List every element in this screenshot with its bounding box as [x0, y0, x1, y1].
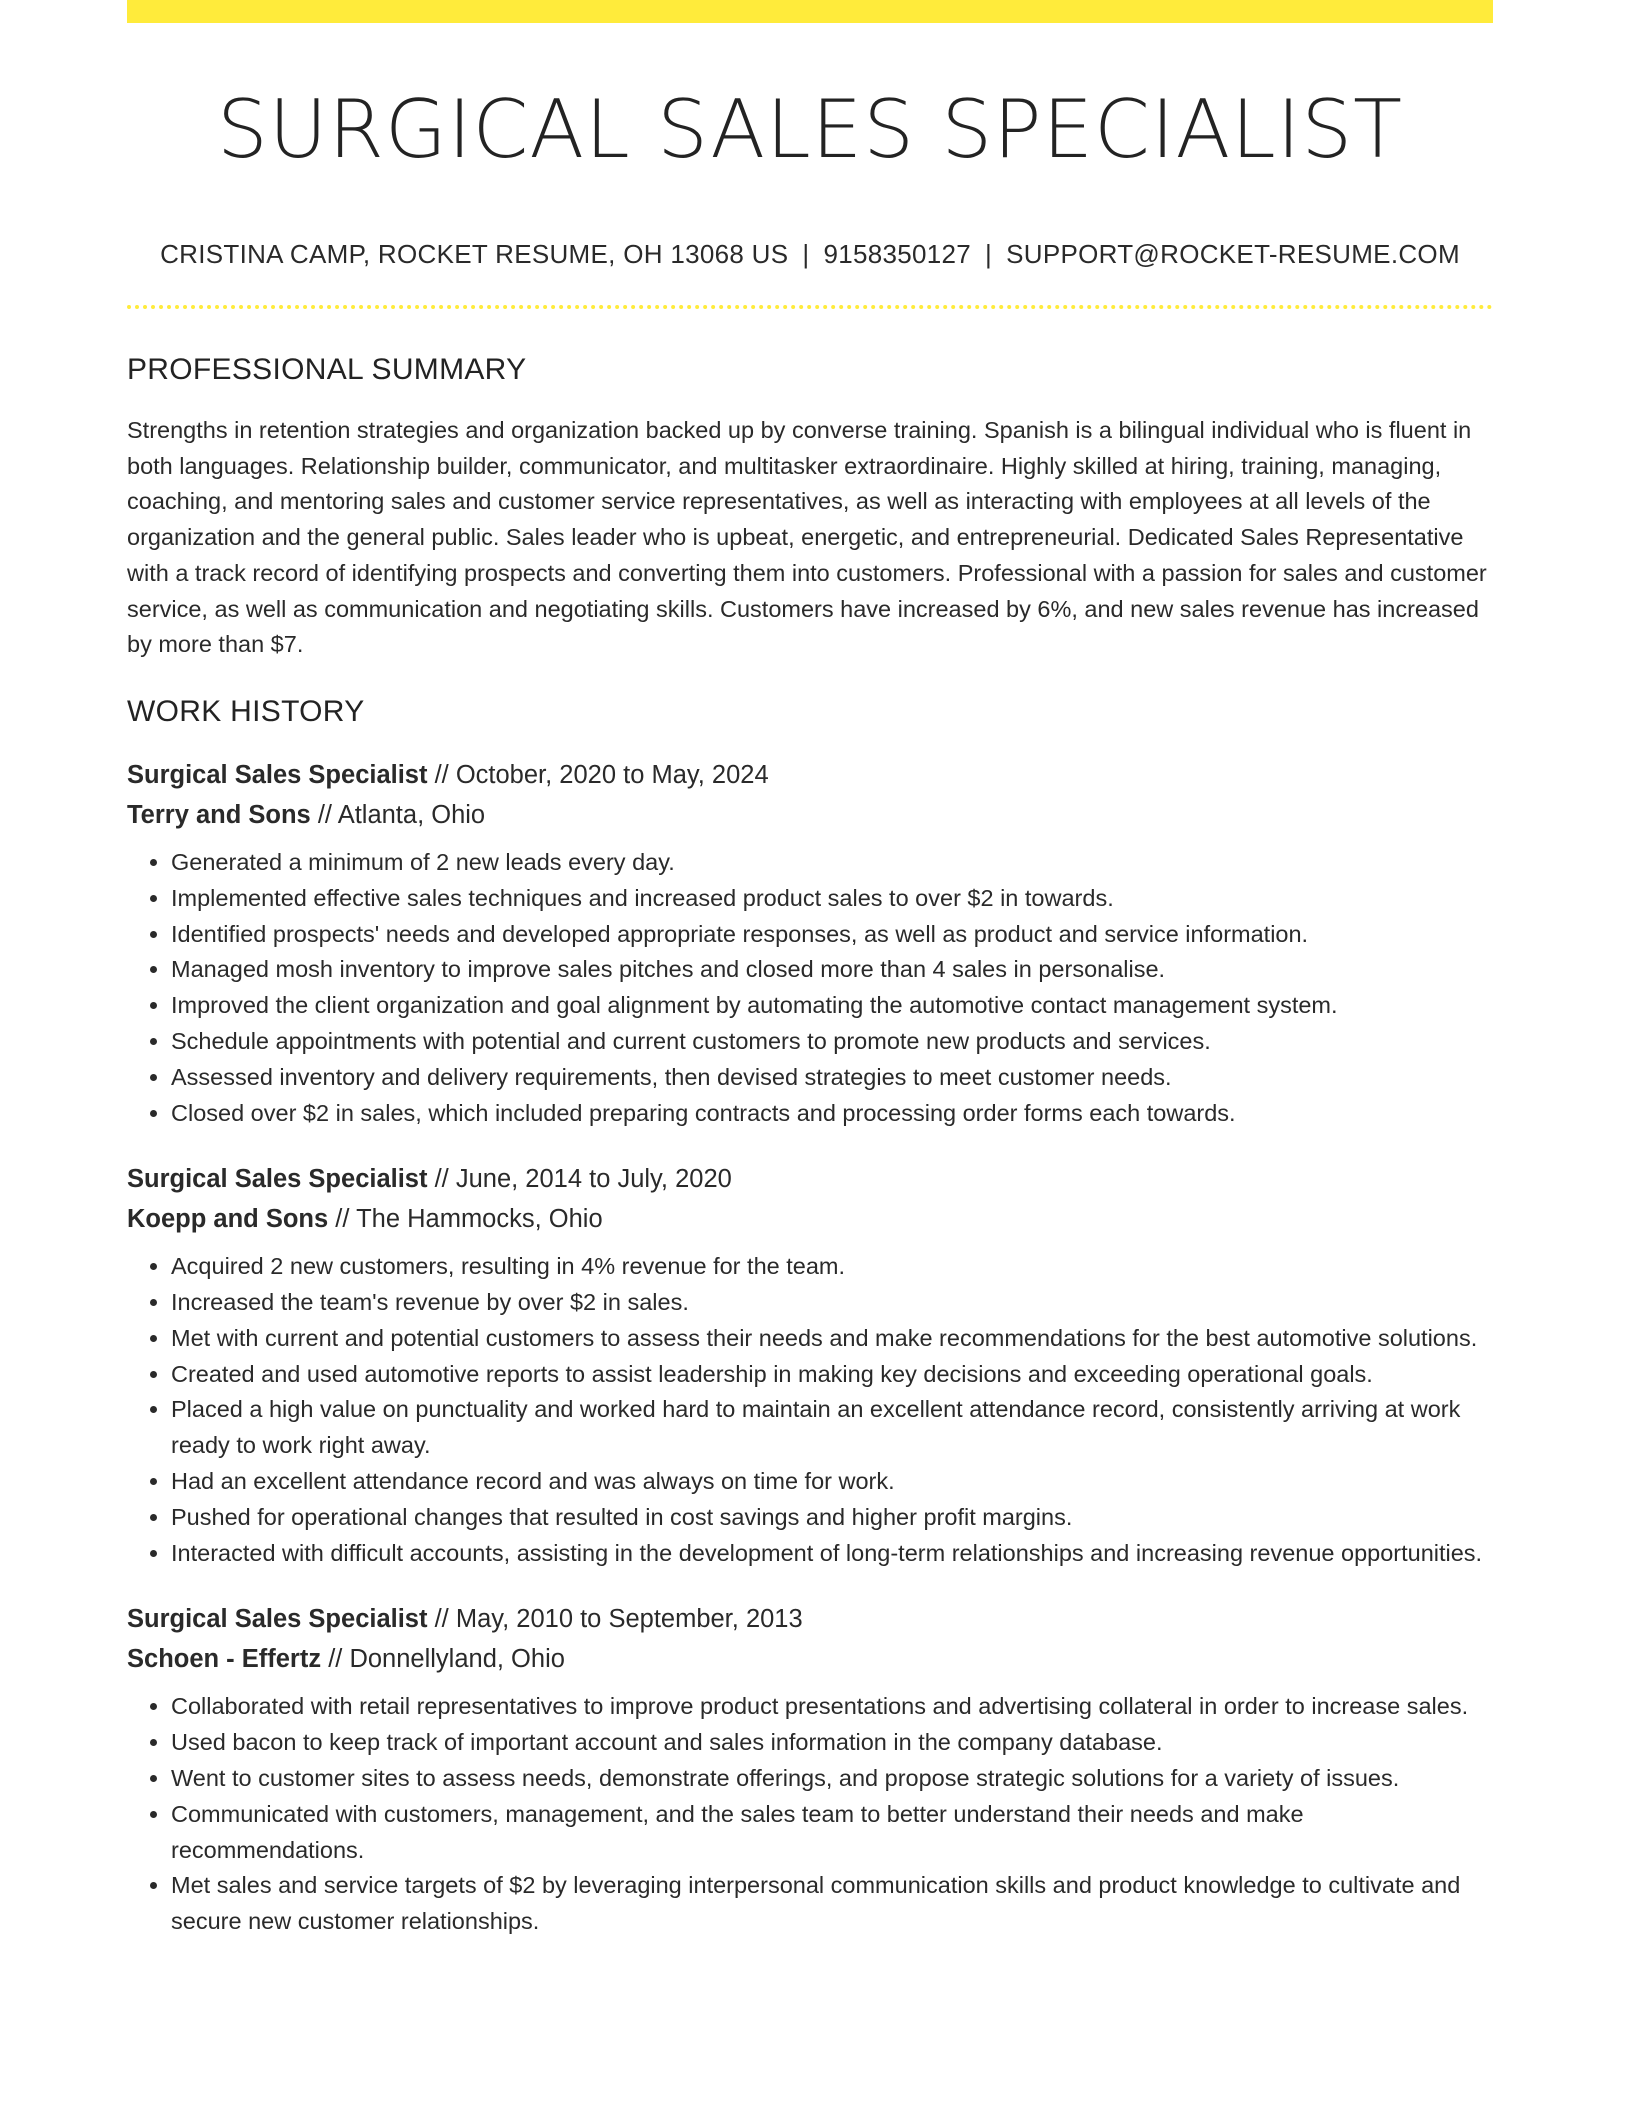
job-divider: // [427, 760, 456, 789]
job-bullets [127, 845, 1493, 1131]
work-history-list [127, 755, 1493, 1940]
list-item: • Met with current and potential customers to assess their needs and make recommendations for the best automotive solutions. [171, 1321, 1493, 1357]
list-item: • Communicated with customers, management, and the sales team to better understand their needs and make recommendations. [171, 1797, 1493, 1869]
list-item: • Created and used automotive reports to assist leadership in making key decisions and exceeding operational goals. [171, 1357, 1493, 1393]
list-item: • Used bacon to keep track of important account and sales information in the company database. [171, 1725, 1493, 1761]
job-title-line [127, 755, 1493, 795]
list-item: • Acquired 2 new customers, resulting in 4% revenue for the team. [171, 1249, 1493, 1285]
list-item: • Increased the team's revenue by over $2 in sales. [171, 1285, 1493, 1321]
job-dates: October, 2020 to May, 2024 [455, 760, 769, 789]
job-bullets [127, 1689, 1493, 1940]
job-entry [127, 1159, 1493, 1571]
dotted-divider [127, 305, 1493, 309]
list-item: • Met sales and service targets of $2 by leveraging interpersonal communication skills and product knowledge to cultivate and secure new customer relationships. [171, 1868, 1493, 1940]
job-title-line [127, 1599, 1493, 1639]
job-entry [127, 755, 1493, 1131]
job-title: Surgical Sales Specialist [127, 1165, 428, 1194]
list-item: • Assessed inventory and delivery requirements, then devised strategies to meet customer needs. [171, 1060, 1493, 1096]
list-item: • Improved the client organization and goal alignment by automating the automotive contact management system. [171, 988, 1493, 1024]
job-location: Donnellyland, Ohio [349, 1645, 565, 1674]
job-company-line [127, 1639, 1493, 1679]
job-bullets [127, 1249, 1493, 1571]
list-item: • Interacted with difficult accounts, assisting in the development of long-term relationships and increasing revenue opportunities. [171, 1536, 1493, 1572]
list-item: • Closed over $2 in sales, which included preparing contracts and processing order forms each towards. [171, 1096, 1493, 1132]
job-title: Surgical Sales Specialist [127, 1605, 428, 1634]
work-history-heading: WORK HISTORY [127, 694, 365, 728]
accent-top-bar [127, 0, 1493, 23]
list-item: • Pushed for operational changes that resulted in cost savings and higher profit margins. [171, 1500, 1493, 1536]
summary-heading: PROFESSIONAL SUMMARY [127, 353, 527, 386]
list-item: • Generated a minimum of 2 new leads every day. [171, 845, 1493, 881]
contact-line [127, 239, 1493, 270]
list-item: • Schedule appointments with potential and current customers to promote new products and services. [171, 1024, 1493, 1060]
job-company: Terry and Sons [127, 800, 311, 829]
contact-email: SUPPORT@ROCKET-RESUME.COM [1006, 239, 1460, 269]
list-item: • Collaborated with retail representatives to improve product presentations and advertising collateral in order to increase sales. [171, 1689, 1493, 1725]
contact-separator: | [802, 239, 810, 269]
list-item: • Identified prospects' needs and developed appropriate responses, as well as product and service information. [171, 917, 1493, 953]
job-divider: // [310, 800, 338, 829]
list-item: • Had an excellent attendance record and was always on time for work. [171, 1464, 1493, 1500]
job-divider: // [321, 1645, 350, 1674]
job-dates: June, 2014 to July, 2020 [455, 1165, 732, 1194]
contact-address: CRISTINA CAMP, ROCKET RESUME, OH 13068 US [160, 239, 789, 269]
job-title: Surgical Sales Specialist [127, 760, 428, 789]
job-title-line [127, 1159, 1493, 1199]
summary-text: Strengths in retention strategies and organization backed up by converse training. Spanish is a bilingual individual who is fluent in both languages. Relationship builder, communicator, and multitasker extraordinaire. Highly skilled at hiring, training, managing, coaching, and mentoring sales and customer service representatives, as well as interacting with employees at all levels of the organization and the general public. Sales leader who is upbeat, energetic, and entrepreneurial. Dedicated Sales Representative with a track record of identifying prospects and converting them into customers. Professional with a passion for sales and customer service, as well as communication and negotiating skills. Customers have increased by 6%, and new sales revenue has increased by more than $7. [127, 417, 1487, 658]
job-company: Schoen - Effertz [127, 1645, 322, 1674]
job-company-line [127, 1199, 1493, 1239]
list-item: • Went to customer sites to assess needs, demonstrate offerings, and propose strategic solutions for a variety of issues. [171, 1761, 1493, 1797]
resume-page [127, 0, 1493, 1940]
job-company: Koepp and Sons [127, 1205, 329, 1234]
job-location: The Hammocks, Ohio [356, 1205, 603, 1234]
contact-phone: 9158350127 [823, 239, 972, 269]
job-dates: May, 2010 to September, 2013 [455, 1605, 803, 1634]
contact-separator: | [985, 239, 993, 269]
job-divider: // [427, 1605, 456, 1634]
job-divider: // [427, 1165, 456, 1194]
list-item: • Managed mosh inventory to improve sales pitches and closed more than 4 sales in personalise. [171, 952, 1493, 988]
list-item: • Placed a high value on punctuality and worked hard to maintain an excellent attendance record, consistently arriving at work ready to work right away. [171, 1392, 1493, 1464]
list-item: • Implemented effective sales techniques and increased product sales to over $2 in towards. [171, 881, 1493, 917]
job-entry [127, 1599, 1493, 1940]
job-location: Atlanta, Ohio [337, 800, 486, 829]
job-company-line [127, 795, 1493, 835]
job-divider: // [328, 1205, 357, 1234]
resume-title: SURGICAL SALES SPECIALIST [217, 83, 1403, 176]
